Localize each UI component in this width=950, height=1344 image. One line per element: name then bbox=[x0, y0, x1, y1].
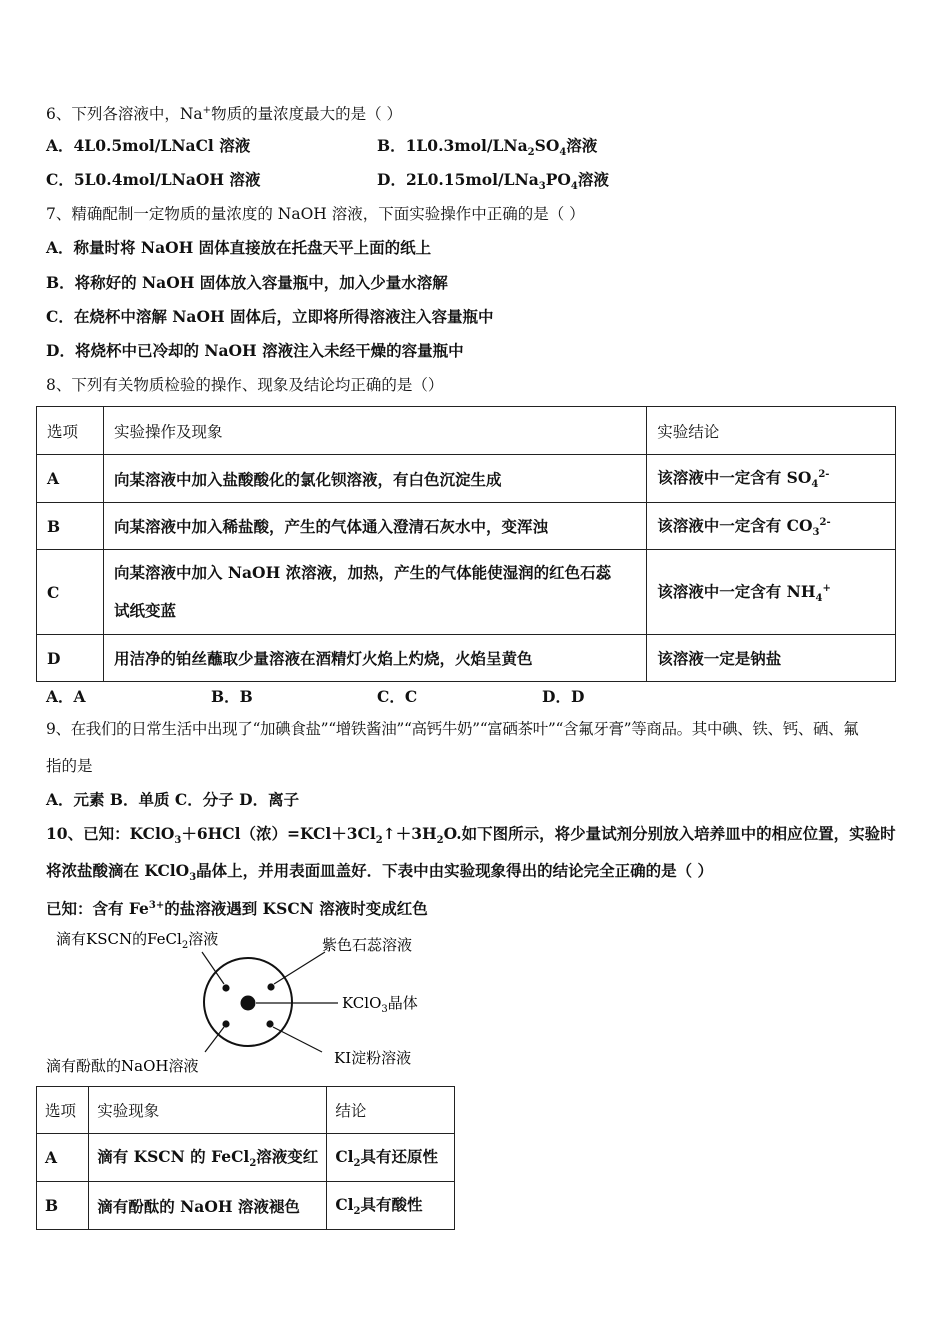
q10-row-phenomenon bbox=[89, 1134, 327, 1182]
q10-stem1-sub2: 2 bbox=[375, 835, 383, 847]
q6-option-b-mid: SO bbox=[534, 136, 560, 155]
q8-row-key: A bbox=[37, 455, 104, 503]
q10-row-concl-end: 具有酸性 bbox=[360, 1195, 423, 1215]
q6-option-b[interactable] bbox=[377, 136, 597, 163]
q9-stem-line1: 9、在我们的日常生活中出现了“加碘食盐”“增铁酱油”“高钙牛奶”“富硒茶叶”“含氟牙膏”等商品。其中碘、铁、钙、硒、氟 bbox=[46, 720, 859, 738]
q10-stem2-b: 晶体上，并用表面皿盖好．下表中由实验现象得出的结论完全正确的是（ ） bbox=[196, 861, 714, 880]
q6-option-d-suffix: 溶液 bbox=[577, 170, 609, 189]
q8-row-conclusion-text: 该溶液中一定含有 CO bbox=[657, 515, 813, 535]
q6-option-b-sub2: 4 bbox=[559, 147, 567, 159]
q8-answer-c[interactable]: C．C bbox=[377, 687, 418, 706]
q10-stem1-d: O.如下图所示，将少量试剂分别放入培养皿中的相应位置，实验时 bbox=[443, 824, 896, 843]
table-row bbox=[37, 1182, 455, 1230]
q10-stem2-sub: 3 bbox=[189, 872, 197, 884]
q8-answer-b[interactable]: B．B bbox=[211, 687, 253, 706]
q8-table-header bbox=[37, 407, 896, 455]
q10-row-key: A bbox=[37, 1134, 89, 1182]
fecl2-drop-dot bbox=[222, 984, 229, 991]
label-kclo3-crystal bbox=[342, 994, 418, 1015]
q8-row-conclusion-sup: 2- bbox=[818, 469, 830, 481]
label-litmus-solution: 紫色石蕊溶液 bbox=[322, 936, 413, 954]
label-kclo3-text: KClO bbox=[342, 994, 382, 1012]
q8-row-conclusion-sub: 4 bbox=[815, 593, 823, 605]
q8-answer-a[interactable]: A．A bbox=[46, 687, 86, 706]
q9-stem-line2: 指的是 bbox=[46, 757, 93, 775]
table-row bbox=[37, 503, 896, 550]
kclo3-crystal-dot bbox=[241, 996, 256, 1011]
q8-row-conclusion-sup: 2- bbox=[819, 516, 831, 528]
q8-header-conclusion: 实验结论 bbox=[647, 407, 896, 455]
q7-option-a[interactable]: A．称量时将 NaOH 固体直接放在托盘天平上面的纸上 bbox=[46, 238, 432, 257]
petri-dish-diagram bbox=[40, 922, 440, 1082]
q8-row-operation-line1: 向某溶液中加入 NaOH 浓溶液，加热，产生的气体能使湿润的红色石蕊 bbox=[113, 563, 612, 582]
q7-option-c[interactable]: C．在烧杯中溶解 NaOH 固体后，立即将所得溶液注入容量瓶中 bbox=[46, 307, 494, 326]
q8-row-key: C bbox=[37, 550, 104, 635]
label-fecl2-end: 溶液 bbox=[188, 930, 219, 948]
q8-answer-d[interactable]: D．D bbox=[542, 687, 585, 706]
q6-stem-sup: + bbox=[202, 105, 212, 116]
q10-stem-line1 bbox=[46, 824, 896, 851]
q10-row-key: B bbox=[37, 1182, 89, 1230]
q6-option-b-text: B．1L0.3mol/LNa bbox=[377, 136, 528, 155]
q8-row-key: D bbox=[37, 635, 104, 682]
q10-stem1-b: ＋6HCl（浓）=KCl＋3Cl bbox=[181, 824, 376, 843]
q10-row-concl-text: Cl bbox=[335, 1147, 354, 1167]
ki-drop-dot bbox=[266, 1020, 273, 1027]
q8-row-conclusion bbox=[647, 455, 896, 503]
q8-stem: 8、下列有关物质检验的操作、现象及结论均正确的是（） bbox=[46, 376, 444, 394]
q8-header-operation: 实验操作及现象 bbox=[103, 407, 646, 455]
q8-row-key: B bbox=[37, 503, 104, 550]
q10-stem1-sub1: 3 bbox=[174, 835, 182, 847]
label-fecl2-text: 滴有KSCN的FeCl bbox=[56, 930, 182, 948]
table-row bbox=[37, 550, 896, 635]
q6-option-d[interactable] bbox=[377, 170, 609, 197]
q6-stem bbox=[46, 101, 402, 124]
q10-row-concl-sub: 2 bbox=[353, 1206, 361, 1218]
q8-row-conclusion bbox=[647, 503, 896, 550]
q10-header-option: 选项 bbox=[37, 1087, 89, 1134]
label-fecl2-sub: 2 bbox=[181, 940, 189, 951]
label-kclo3-sub: 3 bbox=[381, 1004, 388, 1015]
q10-row-concl-end: 具有还原性 bbox=[360, 1147, 439, 1167]
pointer-line-tr bbox=[274, 952, 325, 984]
q10-table-header bbox=[37, 1087, 455, 1134]
q10-known-a: 已知：含有 Fe bbox=[46, 899, 149, 919]
q6-option-d-text: D．2L0.15mol/LNa bbox=[377, 170, 539, 189]
q6-option-d-sub1: 3 bbox=[538, 181, 546, 193]
q10-stem1-a: 10、已知：KClO bbox=[46, 824, 175, 843]
q8-header-option: 选项 bbox=[37, 407, 104, 455]
q10-stem-line2 bbox=[46, 861, 713, 888]
q8-row-operation: 向某溶液中加入稀盐酸，产生的气体通入澄清石灰水中，变浑浊 bbox=[103, 503, 646, 550]
table-row bbox=[37, 635, 896, 682]
q8-row-conclusion-sup: + bbox=[822, 582, 831, 594]
q10-header-phenomenon: 实验现象 bbox=[89, 1087, 327, 1134]
q6-stem-suffix: 物质的量浓度最大的是（ ） bbox=[211, 105, 402, 124]
q6-stem-text: 6、下列各溶液中，Na bbox=[46, 105, 203, 124]
q8-row-conclusion-text: 该溶液中一定含有 SO bbox=[657, 468, 812, 488]
pointer-line-br bbox=[273, 1027, 322, 1052]
q10-known-sup: 3+ bbox=[148, 900, 165, 911]
q6-option-c[interactable]: C．5L0.4mol/LNaOH 溶液 bbox=[46, 170, 261, 189]
q10-table bbox=[36, 1086, 455, 1230]
q10-row-concl-sub: 2 bbox=[353, 1158, 361, 1170]
q8-row-conclusion bbox=[647, 550, 896, 635]
q8-row-conclusion: 该溶液一定是钠盐 bbox=[647, 635, 896, 682]
label-ki-solution: KI淀粉溶液 bbox=[334, 1049, 412, 1067]
q7-stem: 7、精确配制一定物质的量浓度的 NaOH 溶液，下面实验操作中正确的是（ ） bbox=[46, 205, 585, 223]
q8-row-operation bbox=[103, 550, 646, 635]
q8-row-conclusion-sub: 3 bbox=[812, 527, 820, 539]
q6-option-b-sub1: 2 bbox=[527, 147, 535, 159]
q8-row-conclusion-sub: 4 bbox=[811, 479, 819, 491]
naoh-drop-dot bbox=[222, 1020, 229, 1027]
q8-answers bbox=[46, 685, 746, 705]
q7-option-b[interactable]: B．将称好的 NaOH 固体放入容量瓶中，加入少量水溶解 bbox=[46, 273, 448, 292]
q8-row-operation: 向某溶液中加入盐酸酸化的氯化钡溶液，有白色沉淀生成 bbox=[103, 455, 646, 503]
q9-options[interactable]: A．元素 B．单质 C．分子 D．离子 bbox=[46, 790, 300, 809]
q10-stem2-a: 将浓盐酸滴在 KClO bbox=[46, 861, 190, 880]
litmus-drop-dot bbox=[267, 983, 274, 990]
q6-option-b-suffix: 溶液 bbox=[566, 136, 598, 155]
q8-row-operation-line2: 试纸变蓝 bbox=[113, 601, 176, 620]
q10-header-conclusion: 结论 bbox=[327, 1087, 455, 1134]
q6-option-a[interactable]: A．4L0.5mol/LNaCl 溶液 bbox=[46, 136, 251, 155]
q10-known-b: 的盐溶液遇到 KSCN 溶液时变成红色 bbox=[164, 899, 428, 919]
q8-row-conclusion-text: 该溶液中一定含有 NH bbox=[657, 581, 816, 601]
q10-stem1-sub3: 2 bbox=[436, 835, 444, 847]
table-row bbox=[37, 1134, 455, 1182]
q10-known bbox=[46, 896, 428, 919]
q8-table bbox=[36, 406, 896, 682]
q10-row-conclusion bbox=[327, 1182, 455, 1230]
label-fecl2-solution bbox=[56, 930, 218, 951]
label-naoh-solution: 滴有酚酞的NaOH溶液 bbox=[46, 1057, 199, 1075]
q8-row-operation: 用洁净的铂丝蘸取少量溶液在酒精灯火焰上灼烧，火焰呈黄色 bbox=[103, 635, 646, 682]
q10-stem1-c: ↑＋3H bbox=[382, 824, 437, 843]
q10-row-phen-sub: 2 bbox=[249, 1158, 257, 1170]
q10-row-phenomenon: 滴有酚酞的 NaOH 溶液褪色 bbox=[89, 1182, 327, 1230]
q7-option-d[interactable]: D．将烧杯中已冷却的 NaOH 溶液注入未经干燥的容量瓶中 bbox=[46, 341, 464, 360]
q6-option-d-sub2: 4 bbox=[570, 181, 578, 193]
q10-row-phen-end: 溶液变红 bbox=[256, 1147, 319, 1167]
table-row bbox=[37, 455, 896, 503]
q10-row-concl-text: Cl bbox=[335, 1195, 354, 1215]
q10-row-conclusion bbox=[327, 1134, 455, 1182]
q10-row-phen-text: 滴有 KSCN 的 FeCl bbox=[97, 1147, 250, 1167]
q6-option-d-mid: PO bbox=[545, 170, 571, 189]
label-kclo3-end: 晶体 bbox=[387, 994, 418, 1012]
